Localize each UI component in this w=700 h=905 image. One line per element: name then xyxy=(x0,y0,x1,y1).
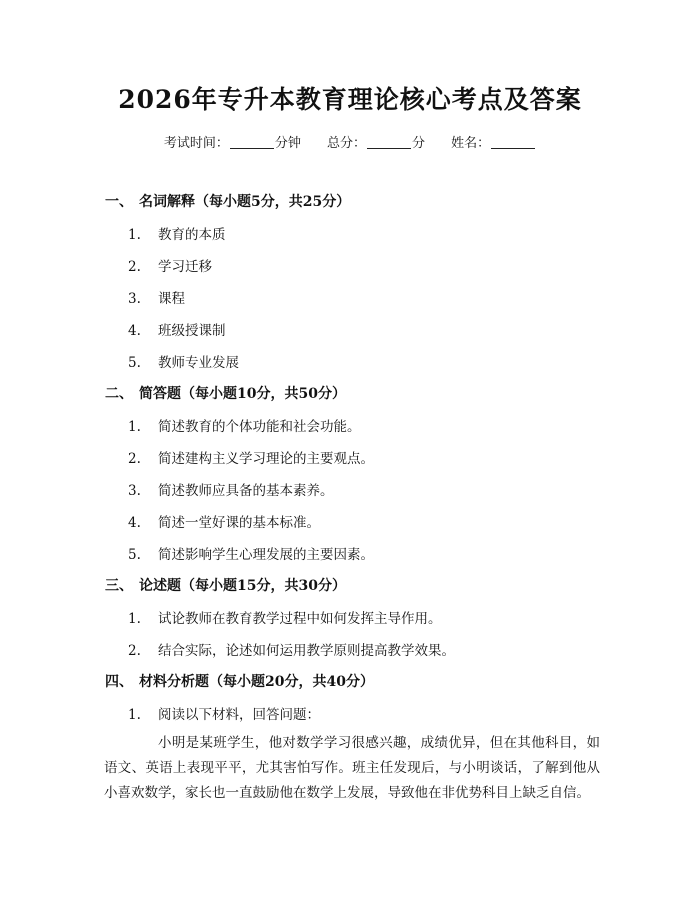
item-text: 阅读以下材料，回答问题： xyxy=(158,707,320,723)
item-index: 1. xyxy=(128,611,141,627)
item-text: 课程 xyxy=(158,291,185,307)
item-text: 简述建构主义学习理论的主要观点。 xyxy=(158,451,374,467)
item-index: 5. xyxy=(128,355,141,371)
total-score-field xyxy=(327,132,425,151)
item-index: 2. xyxy=(128,451,141,467)
list-item xyxy=(128,287,185,307)
list-item xyxy=(128,223,226,243)
item-text: 试论教师在教育教学过程中如何发挥主导作用。 xyxy=(158,611,442,627)
list-item xyxy=(128,639,455,659)
list-item xyxy=(128,447,374,467)
section-heading xyxy=(105,383,346,403)
total-score-blank xyxy=(367,135,411,149)
list-item xyxy=(128,511,320,531)
section-heading xyxy=(105,191,350,211)
section-number: 一、 xyxy=(105,194,133,210)
list-item xyxy=(128,255,212,275)
total-score-unit: 分 xyxy=(412,136,426,151)
item-index: 2. xyxy=(128,259,141,275)
item-index: 5. xyxy=(128,547,141,563)
list-item xyxy=(128,415,361,435)
material-paragraph: 小明是某班学生，他对数学学习很感兴趣，成绩优异，但在其他科目，如语文、英语上表现平平，尤其害怕写作。班主任发现后，与小明谈话，了解到他从小喜欢数学，家长也一直鼓励他在数学上发展，导致他在非优势科目上缺乏自信。 xyxy=(104,735,600,801)
list-item xyxy=(128,543,374,563)
section-title: 简答题（每小题10分，共50分） xyxy=(139,386,346,402)
exam-time-label: 考试时间： xyxy=(163,136,229,151)
section-number: 二、 xyxy=(105,386,133,402)
item-index: 1. xyxy=(128,707,141,723)
item-text: 教育的本质 xyxy=(158,227,226,243)
list-item xyxy=(128,351,239,371)
item-text: 简述教师应具备的基本素养。 xyxy=(158,483,334,499)
item-index: 1. xyxy=(128,227,141,243)
item-text: 简述一堂好课的基本标准。 xyxy=(158,515,320,531)
item-index: 3. xyxy=(128,483,141,499)
exam-info-line xyxy=(0,132,700,151)
list-item xyxy=(128,319,226,339)
name-blank xyxy=(491,135,535,149)
list-item xyxy=(128,607,442,627)
section-title: 材料分析题（每小题20分，共40分） xyxy=(139,674,374,690)
page-title: 2026年专升本教育理论核心考点及答案 xyxy=(118,85,582,114)
name-label: 姓名： xyxy=(451,136,491,151)
section-heading xyxy=(105,671,374,691)
item-text: 教师专业发展 xyxy=(158,355,239,371)
item-text: 学习迁移 xyxy=(158,259,212,275)
item-text: 班级授课制 xyxy=(158,323,226,339)
exam-time-field xyxy=(164,132,301,151)
item-text: 结合实际，论述如何运用教学原则提高教学效果。 xyxy=(158,643,455,659)
name-field xyxy=(451,132,536,151)
list-item xyxy=(128,479,334,499)
list-item xyxy=(128,703,320,723)
item-index: 1. xyxy=(128,419,141,435)
item-text: 简述教育的个体功能和社会功能。 xyxy=(158,419,361,435)
section-title: 论述题（每小题15分，共30分） xyxy=(139,578,346,594)
section-heading xyxy=(105,575,346,595)
item-index: 4. xyxy=(128,323,141,339)
item-index: 2. xyxy=(128,643,141,659)
section-number: 四、 xyxy=(105,674,133,690)
item-index: 4. xyxy=(128,515,141,531)
exam-time-unit: 分钟 xyxy=(274,136,301,151)
exam-time-blank xyxy=(230,135,274,149)
item-text: 简述影响学生心理发展的主要因素。 xyxy=(158,547,374,563)
section-title: 名词解释（每小题5分，共25分） xyxy=(139,194,351,210)
section-number: 三、 xyxy=(105,578,133,594)
total-score-label: 总分： xyxy=(326,136,366,151)
item-index: 3. xyxy=(128,291,141,307)
